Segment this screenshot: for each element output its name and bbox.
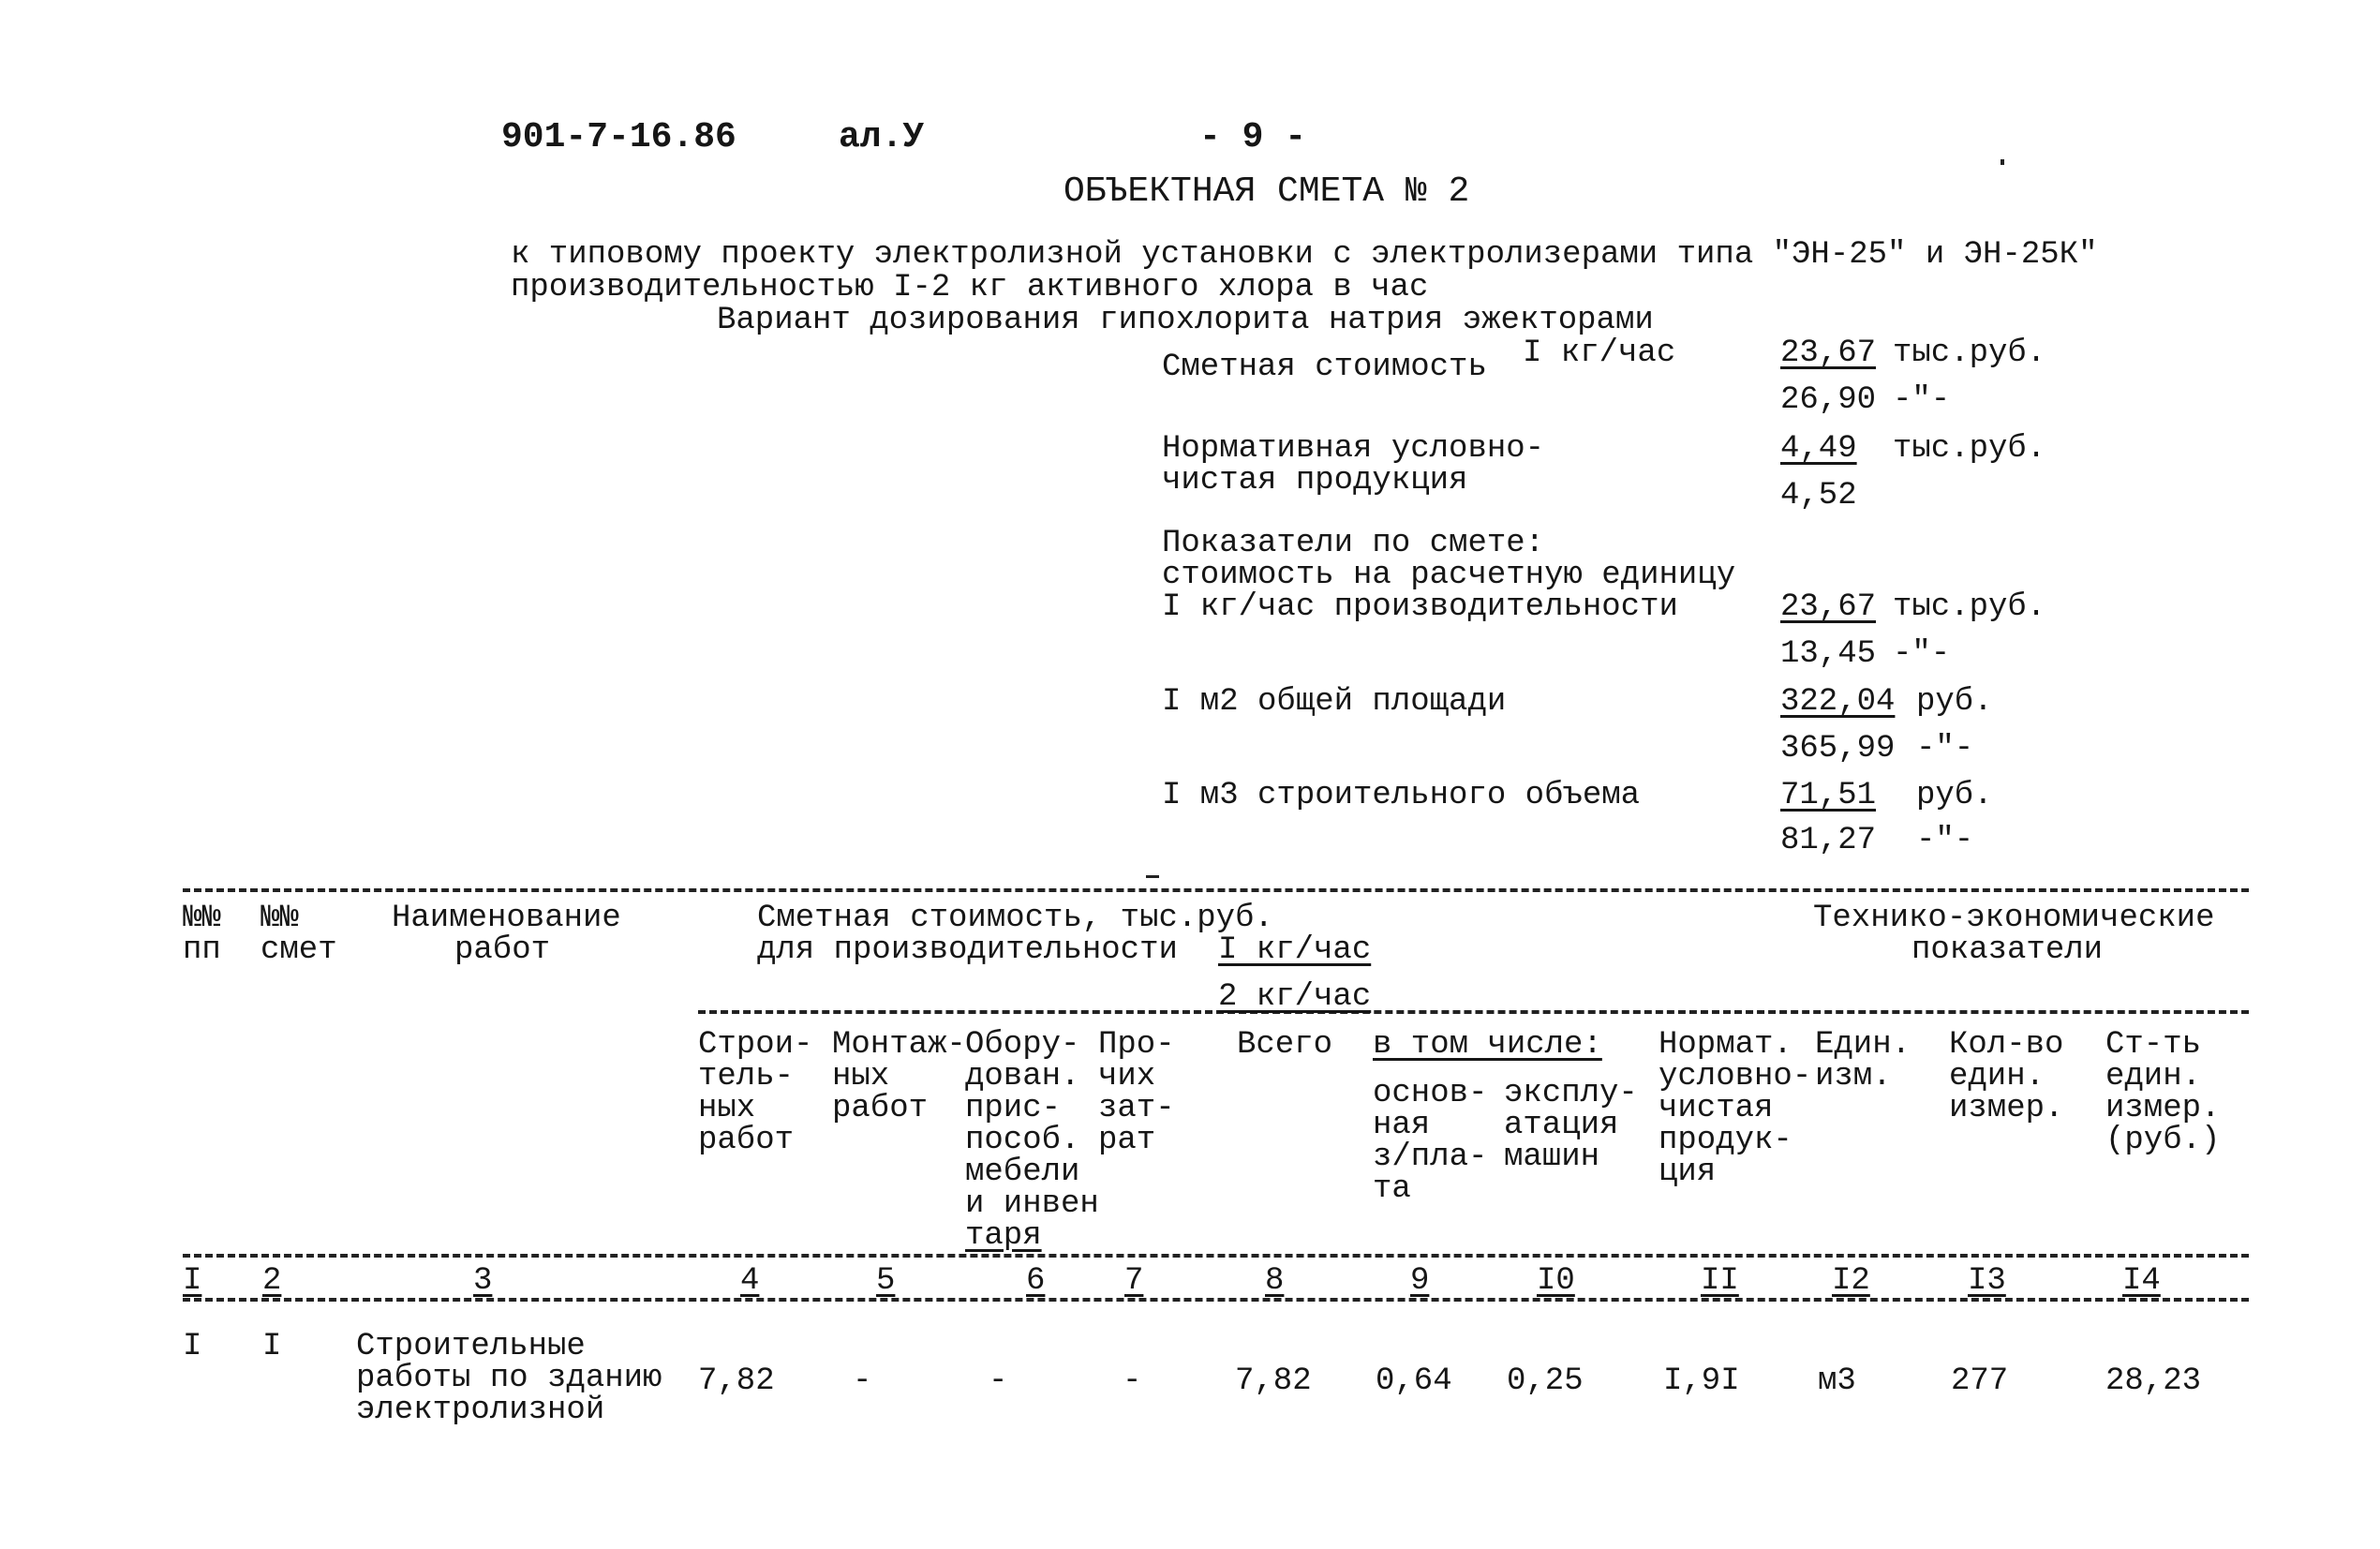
col-4-header-line: ных <box>698 1091 756 1126</box>
row-1-other-cost: - <box>1123 1363 1142 1399</box>
row-1-net-product: I,9I <box>1663 1363 1740 1399</box>
col-7-header-line: зат- <box>1098 1091 1175 1126</box>
scan-speck <box>1146 875 1159 878</box>
table-number-row-rule <box>183 1298 2249 1302</box>
header-num-1: №№ <box>183 901 221 936</box>
col-5-header-line: Монтаж- <box>832 1027 966 1063</box>
col-7-header-line: чих <box>1098 1059 1156 1095</box>
col-12-header <box>1815 1029 1911 1093</box>
area-unit-2: -"- <box>1916 731 1974 767</box>
volume-unit-2: -"- <box>1916 823 1974 858</box>
cost-unit-1: тыс.руб. <box>1893 335 2046 371</box>
table-header-bottom-rule <box>183 1254 2249 1258</box>
col-5-header-line: ных <box>832 1059 890 1095</box>
row-1-name-line-2: работы по зданию <box>356 1361 662 1396</box>
col-number-10: I0 <box>1537 1263 1575 1299</box>
header-smet-2: смет <box>260 932 337 968</box>
col-9-header <box>1373 1078 1487 1205</box>
col-6-header-line: дован. <box>965 1059 1080 1095</box>
col-number-1: I <box>183 1263 202 1299</box>
header-name-1: Наименование <box>392 901 621 936</box>
col-4-header <box>698 1029 812 1156</box>
col-7-header-line: Про- <box>1098 1027 1175 1063</box>
col-9-header-line: та <box>1373 1171 1411 1207</box>
row-1-name-line-3: электролизной <box>356 1393 605 1428</box>
row-1-construction-cost: 7,82 <box>698 1363 775 1399</box>
area-unit-1: руб. <box>1916 684 1993 720</box>
cost-label: Сметная стоимость <box>1162 350 1487 385</box>
indicators-label-1: Показатели по смете: <box>1162 526 1545 561</box>
norm-label-1: Нормативная условно- <box>1162 431 1545 467</box>
area-value-1: 322,04 <box>1780 684 1896 720</box>
norm-value-1: 4,49 <box>1780 431 1857 467</box>
col-14-header <box>2105 1029 2220 1156</box>
col-9-10-header: в том числе: <box>1373 1027 1602 1063</box>
col-11-header-line: Нормат. <box>1659 1027 1792 1063</box>
area-value-2: 365,99 <box>1780 731 1896 767</box>
indicators-label-2: стоимость на расчетную единицу <box>1162 558 1736 593</box>
intro-line-3: Вариант дозирования гипохлорита натрия эжекторами <box>717 303 1654 338</box>
col-number-4: 4 <box>740 1263 760 1299</box>
col-13-header <box>1949 1029 2063 1125</box>
norm-value-2: 4,52 <box>1780 478 1857 514</box>
col-number-13: I3 <box>1968 1263 2006 1299</box>
intro-line-2: производительностью I-2 кг активного хлора в час <box>511 270 1429 305</box>
norm-unit-1: тыс.руб. <box>1893 431 2046 467</box>
header-cost-unit-2: 2 кг/час <box>1218 979 1372 1015</box>
indicators-value-2: 13,45 <box>1780 636 1877 672</box>
indicators-unit-2: -"- <box>1893 636 1951 672</box>
header-tech-2: показатели <box>1911 932 2104 968</box>
col-number-14: I4 <box>2122 1263 2161 1299</box>
col-number-9: 9 <box>1410 1263 1430 1299</box>
col-5-header <box>832 1029 966 1125</box>
volume-value-2: 81,27 <box>1780 823 1877 858</box>
header-tech-1: Технико-экономические <box>1813 901 2215 936</box>
header-cost-unit-1: I кг/час <box>1218 932 1372 968</box>
col-8-header: Всего <box>1237 1027 1333 1063</box>
col-6-header-line: Обору- <box>965 1027 1080 1063</box>
volume-value-1: 71,51 <box>1780 778 1877 813</box>
indicators-label-3: I кг/час производительности <box>1162 589 1678 625</box>
row-1-installation-cost: - <box>853 1363 872 1399</box>
page-number: - 9 - <box>1199 117 1307 157</box>
col-number-2: 2 <box>262 1263 282 1299</box>
col-6-header-line: и инвен <box>965 1186 1099 1222</box>
col-14-header-line: един. <box>2105 1059 2202 1095</box>
row-1-num: I <box>183 1329 202 1364</box>
row-1-name-line-1: Строительные <box>356 1329 586 1364</box>
col-10-header <box>1504 1078 1638 1173</box>
header-num-2: пп <box>183 932 221 968</box>
table-subheader-rule <box>698 1010 2249 1014</box>
col-9-header-line: з/пла- <box>1373 1139 1488 1175</box>
col-11-header <box>1659 1029 1811 1188</box>
col-6-header-line: таря <box>965 1218 1042 1254</box>
header-name-2: работ <box>454 932 551 968</box>
col-4-header-line: работ <box>698 1123 795 1158</box>
col-14-header-line: измер. <box>2105 1091 2221 1126</box>
col-number-6: 6 <box>1026 1263 1046 1299</box>
area-label: I м2 общей площади <box>1162 684 1507 720</box>
col-6-header-line: прис- <box>965 1091 1062 1126</box>
sheet-label: ал.У <box>839 117 925 157</box>
col-6-header-line: мебели <box>965 1154 1080 1190</box>
cost-unit-2: -"- <box>1893 382 1951 418</box>
col-number-3: 3 <box>473 1263 493 1299</box>
volume-unit-1: руб. <box>1916 778 1993 813</box>
col-9-header-line: ная <box>1373 1108 1431 1143</box>
col-11-header-line: чистая <box>1659 1091 1774 1126</box>
col-4-header-line: тель- <box>698 1059 795 1095</box>
col-number-7: 7 <box>1124 1263 1144 1299</box>
col-number-12: I2 <box>1832 1263 1870 1299</box>
row-1-machine-operation: 0,25 <box>1507 1363 1584 1399</box>
cost-value-2: 26,90 <box>1780 382 1877 418</box>
row-1-unit-cost: 28,23 <box>2105 1363 2202 1399</box>
col-12-header-line: Един. <box>1815 1027 1911 1063</box>
row-1-base-salary: 0,64 <box>1376 1363 1452 1399</box>
col-11-header-line: продук- <box>1659 1123 1792 1158</box>
row-1-smet: I <box>262 1329 282 1364</box>
row-1-unit: м3 <box>1818 1363 1856 1399</box>
col-11-header-line: условно- <box>1659 1059 1812 1095</box>
col-13-header-line: измер. <box>1949 1091 2064 1126</box>
page-title: ОБЪЕКТНАЯ СМЕТА № 2 <box>1064 171 1470 212</box>
doc-code: 901-7-16.86 <box>501 117 736 157</box>
col-number-5: 5 <box>876 1263 896 1299</box>
volume-label: I м3 строительного объема <box>1162 778 1641 813</box>
col-14-header-line: Ст-ть <box>2105 1027 2202 1063</box>
col-11-header-line: ция <box>1659 1154 1717 1190</box>
col-5-header-line: работ <box>832 1091 929 1126</box>
col-number-8: 8 <box>1265 1263 1285 1299</box>
row-1-equipment-cost: - <box>989 1363 1008 1399</box>
cost-value-1: 23,67 <box>1780 335 1877 371</box>
header-cost-2: для производительности <box>757 932 1178 968</box>
col-6-header-line: пособ. <box>965 1123 1080 1158</box>
col-7-header <box>1098 1029 1175 1156</box>
col-12-header-line: изм. <box>1815 1059 1892 1095</box>
col-9-header-line: основ- <box>1373 1076 1488 1111</box>
col-number-11: II <box>1701 1263 1739 1299</box>
cost-unit-hint: I кг/час <box>1523 335 1676 371</box>
col-13-header-line: Кол-во <box>1949 1027 2064 1063</box>
col-10-header-line: эксплу- <box>1504 1076 1638 1111</box>
col-13-header-line: един. <box>1949 1059 2045 1095</box>
table-top-rule <box>183 888 2249 892</box>
col-6-header <box>965 1029 1099 1252</box>
norm-label-2: чистая продукция <box>1162 463 1468 499</box>
intro-line-1: к типовому проекту электролизной установки с электролизерами типа "ЭН-25" и ЭН-25К" <box>511 237 2098 273</box>
col-7-header-line: рат <box>1098 1123 1156 1158</box>
indicators-unit-1: тыс.руб. <box>1893 589 2046 625</box>
row-1-quantity: 277 <box>1951 1363 2009 1399</box>
header-smet-1: №№ <box>260 901 299 936</box>
header-cost-1: Сметная стоимость, тыс.руб. <box>757 901 1273 936</box>
col-14-header-line: (руб.) <box>2105 1123 2221 1158</box>
col-4-header-line: Строи- <box>698 1027 813 1063</box>
indicators-value-1: 23,67 <box>1780 589 1877 625</box>
row-1-total: 7,82 <box>1235 1363 1312 1399</box>
col-10-header-line: машин <box>1504 1139 1600 1175</box>
scan-speck <box>2001 159 2004 165</box>
col-10-header-line: атация <box>1504 1108 1619 1143</box>
